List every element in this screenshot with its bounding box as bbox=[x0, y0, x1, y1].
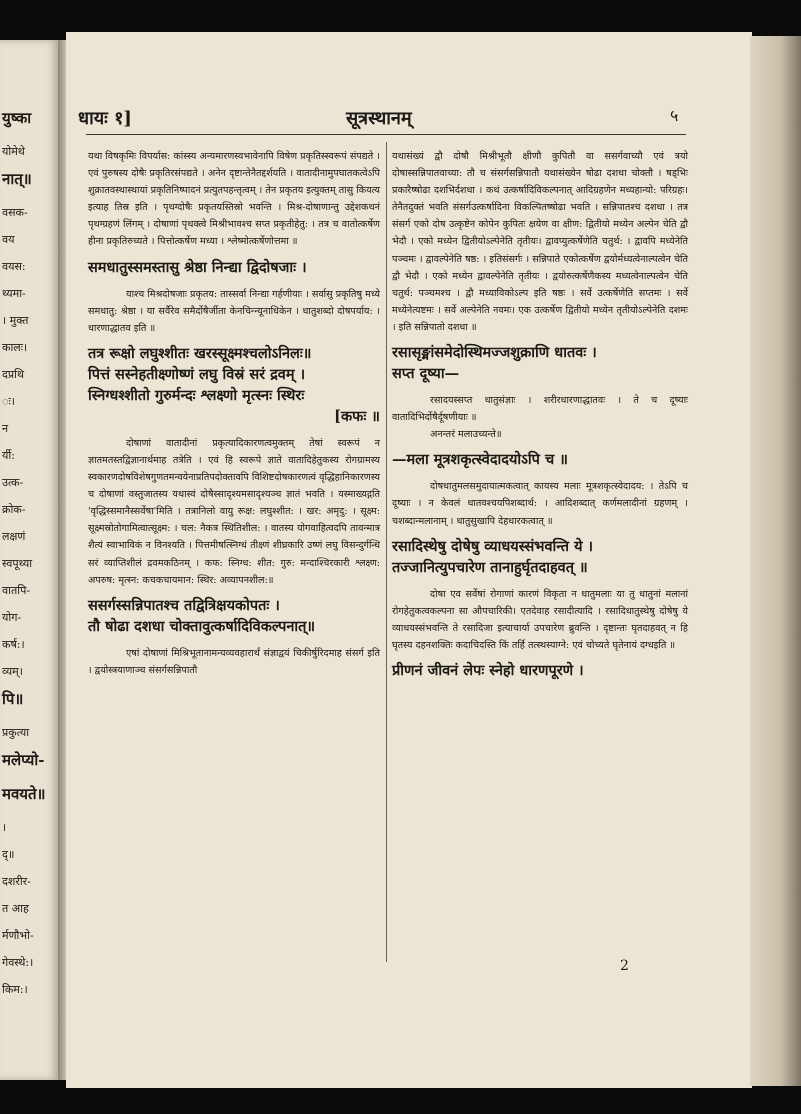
commentary-paragraph: दोषधातुमलसमुदायात्मकत्वात् कायस्य मलाः मूत्रशकृत्स्वेदादय: । तेऽपि च दूष्याः । न केवलं धातवश्चयपिशब्दार्थ: । आदिशब्दात् कर्णमलादीनां ग्रहणम् । चशब्दान्मलानाम् । धातुसुखापि देहधारकत्वात् ॥ bbox=[392, 481, 688, 527]
commentary-paragraph: रसादयस्सप्त धातुसंज्ञाः । शरीरधारणाद्धातवः । ते च दूष्याः वातादिभिर्दोषैर्दूषणीयाः ॥ bbox=[392, 395, 688, 424]
facing-page-text: वय bbox=[2, 233, 15, 246]
verse-line: रसादिस्थेषु दोषेषु व्याधयस्संभवन्ति ये । bbox=[392, 537, 594, 555]
facing-page-text: दप्रथि bbox=[2, 368, 24, 381]
commentary-paragraph: दोषा एव सर्वेषां रोगाणां कारणं विकृता न धातुमलाः या तु धातुनां मलानां रोगहेतुकत्वकल्पना सा औपचारिकी। एतदेवाह रसादीत्यादि । रसादिधातुस्थेषु दोषेषु ये व्याधयस्संभवन्ति ते रसादिजा इत्याचार्या उपचारेण ब्रुवन्ति । दृष्टान्तः घृतदाहवत् न हि घृतस्य दहनशक्तिः कदाचिदस्ति किं तर्हि तत्स्थस्याग्ने: एवं चोच्यते घृतेनायं दग्धइति ॥ bbox=[392, 588, 688, 651]
right-column bbox=[392, 148, 688, 689]
facing-page-text: र्मणौभो- bbox=[2, 929, 34, 942]
facing-page-text: दशरीर- bbox=[2, 875, 31, 888]
verse: प्रीणनं जीवनं लेपः स्नेहो धारणपूरणे । bbox=[392, 661, 584, 679]
facing-page-text: युष्का bbox=[2, 109, 32, 127]
facing-page-text: । मुक्त bbox=[2, 314, 29, 327]
facing-page-text: न bbox=[2, 422, 9, 435]
facing-page-text: वसक- bbox=[2, 206, 28, 219]
facing-page-text: योग- bbox=[2, 611, 22, 624]
page-number: ५ bbox=[670, 106, 679, 125]
commentary-paragraph: एषां दोषाणां मिश्रिभूतानामन्यव्यवहारार्थं संज्ञाद्वयं चिकीर्षुरिदमाह संसर्ग इति । द्वयोस्त्रयाणाञ्च संसर्गसन्निपातौ bbox=[88, 647, 380, 676]
header-rule bbox=[86, 134, 686, 135]
facing-page-text: त आह bbox=[2, 902, 29, 915]
commentary-paragraph: दोषाणां वातादीनां प्रकृत्यादिकारणत्वमुक्तम् तेषां स्वरूपं न ज्ञातमतस्तद्विज्ञानार्थमाह तत्रेति । एवं हि स्वरूपे ज्ञाते वातादिहेतुकस्य रोगग्रामस्य स्वकारणदोषविशेषगुणतमन्वयेनाप्रतिपदोक्तावपि विशिष्टदोषकारणत्वं वृद्धिहानिकारणस्य च दोषाणां वस्तुजातस्य यथास्वं दोषैस्सादृश्यमसादृश्यञ्च ज्ञातं भवति । यस्माख्यद्गति 'वृद्धिस्समानैस्सर्वेषा'मिति । तत्रानिलो वायु रूक्ष: लघुश्शीत: । खर: अमृदु: । सूक्ष्म: सूक्ष्मस्रोतोगामित्वात्सूक्ष्म: । चल: नैकत्र स्थितिशील: । वातस्य योगवाहित्वदपि तावन्मात्र शैत्यं स्वाभाविकं न विनश्यति । पित्तमीषत्स्निग्धं तीक्ष्णं शीघ्रकारि उष्णं लघु विसन्दुर्गन्धि सरं व्याप्तिशीलं द्रवमकठिनम् । कफ: स्निग्ध: शीत: गुरु: मन्दाश्चिरकारी श्लक्ष्ण: अपरुष: मृत्स्न: कचकचायमान: स्थिर: अव्यापनशील:॥ bbox=[88, 437, 380, 586]
commentary-paragraph: याश्च मिश्रदोषजाः प्रकृतय: तास्सर्वा निन्द्या गर्हणीयाः । सर्वासु प्रकृतिषु मध्ये समधातु: श्रेष्ठा । या सर्वैरेव समैर्दोषैर्जीता केनचिन्न्यूनाधिकेन । धातुशब्दो दोषपर्याय: । धारणाद्धातव इति ॥ bbox=[88, 288, 380, 334]
verse-line: सप्त दूष्या— bbox=[392, 365, 460, 383]
facing-page-text: ः। bbox=[2, 395, 15, 408]
facing-page-text: मवयते॥ bbox=[2, 785, 46, 803]
verse-line: [कफः ॥ bbox=[334, 407, 380, 425]
commentary-paragraph: यथासंख्यं द्वौ दोषौ मिश्रीभूतौ क्षीणौ कुपितौ वा ससर्गवाच्यौ एवं त्रयो दोषास्सन्निपातवाच्या: तौ च संसर्गसन्निपातौ यथासंख्येन षोढा दशधा चोक्तौ । षड्भिः प्रकारैष्षोढा दशभिर्दशधा । कथं उत्कर्षादिविकल्पनात् आदिग्रहणेन मध्यहान्यो: परिग्रहः। तेनैतदुक्तं भवति संसर्गउत्कर्षादिना विकल्पितष्षोढा भवति । सन्निपातश्च दशधा । तत्र संसर्ग एको दोष उत्कृष्टेन कोपेन कुपितः क्षयेण वा क्षीण: द्वितीयो मध्येन अल्पेन चेति द्वौ भेदौ । एको मध्येन द्वितीयोऽल्पेनेति तृतीयः। द्वावप्युत्कर्षेणेति चतुर्थ: । द्वावपि मध्येनेति पञ्चमः । द्वावल्पेनेति षष्ठ: । इतिसंसर्गः । सन्निपाते एकोत्कर्षेण द्वयोर्मध्यत्वेनाल्पत्वेन चेति द्वौ भेदौ । एको मध्येन द्वावल्पेनेति तृतीयः । द्वयोरुत्कर्षेणैकस्य मध्यत्वेनाल्पत्वेन चेति चतुर्थ: पञ्चमश्च । द्वौ मध्याविकोऽल्प इति षष्ठः । सर्वे उत्कर्षेणेति सप्तमः । सर्वे मध्येनेत्यष्टमः । सर्वे अल्पेनेति नवमः। एक उत्कर्षेण द्वितीयो मध्येन तृतीयोऽल्पेनेति दशमः । इति सन्निपातो दशधा ॥ bbox=[392, 151, 688, 333]
facing-page-fragment bbox=[0, 40, 60, 1080]
verse-line: तज्जानित्युपचारेण तानाहुर्घृतदाहवत् ॥ bbox=[392, 558, 588, 576]
commentary-paragraph: अनन्तरं मलाउच्यन्ते॥ bbox=[430, 429, 502, 441]
verse bbox=[88, 343, 380, 427]
facing-page-text: किम:। bbox=[2, 983, 28, 996]
facing-page-text: र्यी: bbox=[2, 449, 15, 462]
chapter-label: धायः १] bbox=[78, 108, 132, 129]
signature-mark: 2 bbox=[620, 958, 629, 974]
facing-page-text: क्रोक- bbox=[2, 503, 26, 516]
facing-page-text: वातपि- bbox=[2, 584, 31, 597]
verse-line: रसासृङ्मांसमेदोस्थिमज्जशुक्राणि धातवः । bbox=[392, 344, 597, 362]
verse: —मला मूत्रशकृत्स्वेदादयोऽपि च ॥ bbox=[392, 451, 568, 469]
facing-page-text: योमेथे bbox=[2, 145, 25, 158]
page-edge bbox=[750, 36, 801, 1086]
verse-line: तत्र रूक्षो लघुश्शीतः खरस्सूक्ष्मश्चलोऽनिलः॥ bbox=[88, 344, 312, 362]
facing-page-text: स्वपूथ्या bbox=[2, 557, 33, 570]
facing-page-text: व्यम्। bbox=[2, 665, 23, 678]
verse bbox=[88, 595, 380, 637]
commentary-paragraph: यथा विषकृमिः विपर्यास: कांस्स्य अन्यमारणस्वभावेनापि विषेण प्रकृतिस्स्वरूपं संपद्यते । एवं पुरुषस्य दोषैः प्रकृतिरसंपद्यते । अनेन दृष्टान्तेनैतद्दर्शयति । वातादीनामुपघातकत्वेऽपि शुक्रातवस्थास्थायां प्रकृतिनिष्पादनं प्रत्युतपहन्तृत्वम् । तेन प्रकृतय इत्युक्तम् तासु कियत्य इत्याह तिस्र इति । पृथग्दोषैः प्रकृतयस्तिस्रो भवन्ति । मिश्र-दोषाणान्तु उद्देशकथनं पृथग्ग्रहणं लिंगम् । दोषाणां पृथक्त्वे मिश्रीभावश्च सप्त प्रकृतीहेतु: । तत्र च वातोत्कर्षेण हीना प्रकृतिरुच्यते । पित्तोत्कर्षेण मध्या । श्लेष्मोत्कर्षेणोत्तमा ॥ bbox=[88, 151, 380, 248]
column-divider bbox=[386, 142, 387, 962]
verse bbox=[392, 342, 688, 384]
verse-line: तौ षोढा दशधा चोक्तावुत्कर्षादिविकल्पनात्॥ bbox=[88, 617, 316, 635]
facing-page-text: पि॥ bbox=[2, 690, 24, 708]
facing-page-text: । bbox=[2, 821, 7, 834]
left-column bbox=[88, 148, 380, 679]
section-title: सूत्रस्थानम् bbox=[346, 108, 412, 129]
facing-page-text: कालः। bbox=[2, 341, 28, 354]
verse-line: पित्तं सस्नेहतीक्ष्णोष्णं लघु विस्रं सरं द्रवम् । bbox=[88, 365, 306, 383]
facing-page-text: वयस: bbox=[2, 260, 26, 273]
facing-page-text: प्रकुत्या bbox=[2, 726, 30, 739]
facing-page-text: द्॥ bbox=[2, 848, 15, 861]
facing-page-text: उत्क- bbox=[2, 476, 24, 489]
verse bbox=[392, 536, 688, 578]
facing-page-text: गेवस्थे:। bbox=[2, 956, 34, 969]
facing-page-text: मलेप्यो- bbox=[2, 751, 45, 769]
facing-page-text: लक्षणं bbox=[2, 530, 26, 543]
verse-line: स्निग्धश्शीतो गुरुर्मन्दः श्लक्ष्णो मृत्स्नः स्थिरः bbox=[88, 386, 305, 404]
running-header bbox=[78, 106, 698, 130]
facing-page-text: नात्॥ bbox=[2, 170, 32, 188]
facing-page-text: थ्यमा- bbox=[2, 287, 26, 300]
facing-page-text: कर्ष:। bbox=[2, 638, 25, 651]
verse: समधातुस्समस्तासु श्रेष्ठा निन्द्या द्विदोषजाः । bbox=[88, 258, 307, 276]
verse-line: ससर्गस्सन्निपातश्च तद्वित्रिक्षयकोपतः । bbox=[88, 596, 280, 614]
